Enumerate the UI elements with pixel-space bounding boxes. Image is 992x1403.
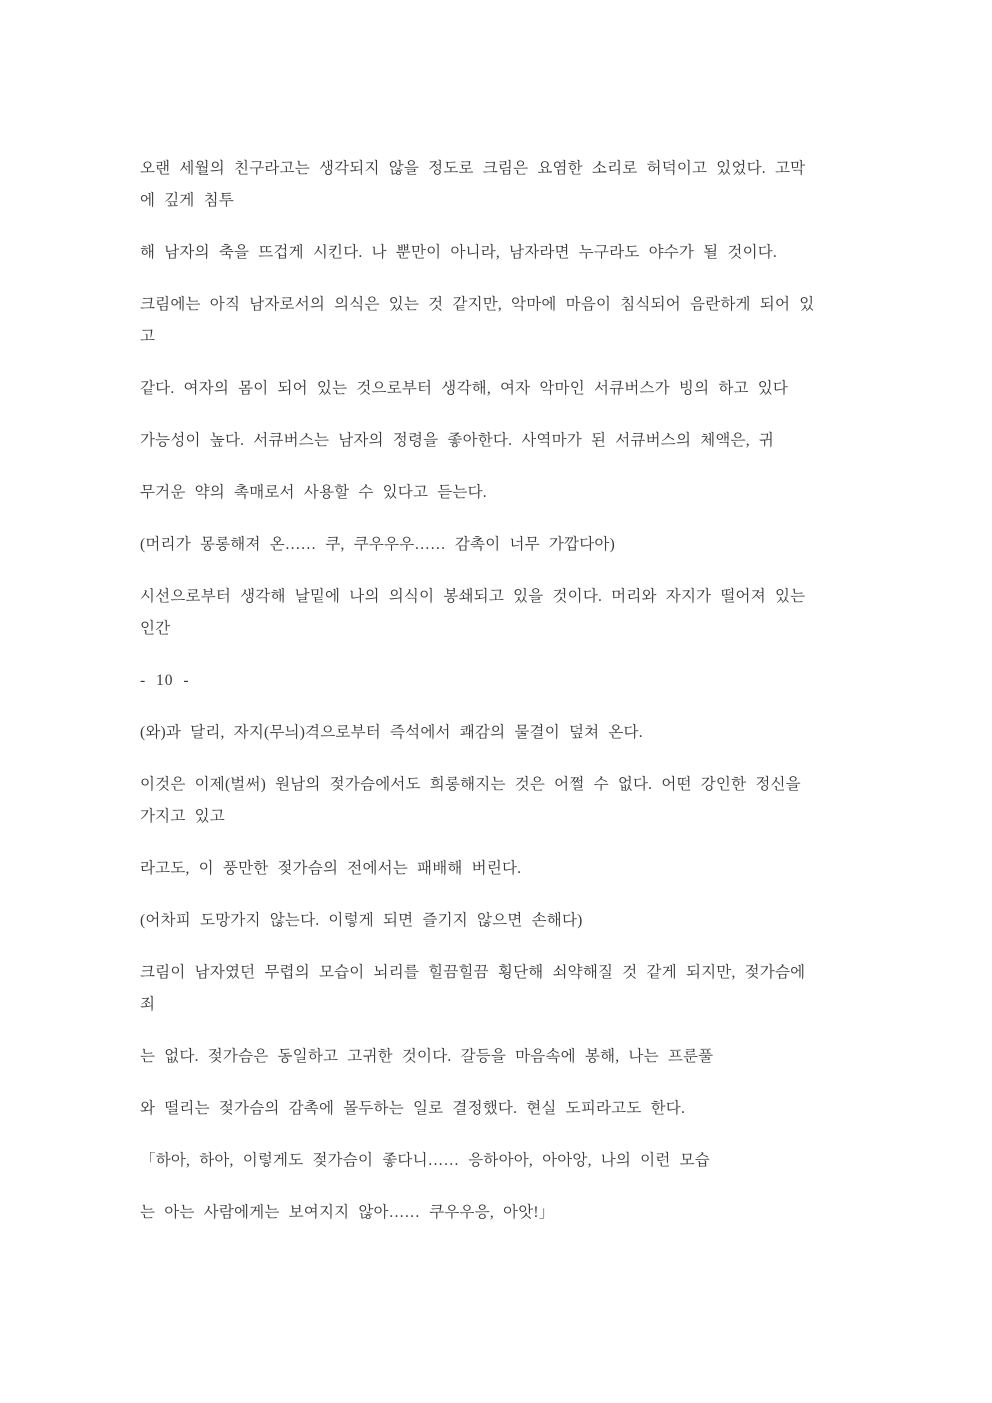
paragraph-line: (어차피 도망가지 않는다. 이렇게 되면 즐기지 않으면 손해다) (140, 912, 583, 929)
paragraph-line: (와)과 달리, 자지(무늬)격으로부터 즉석에서 쾌감의 물결이 덮쳐 온다. (140, 724, 643, 741)
paragraph-line: 크림이 남자였던 무렵의 모습이 뇌리를 힐끔힐끔 횡단해 쇠약해질 것 같게 되지만, 젖가슴에 (140, 964, 806, 981)
paragraph (140, 1093, 864, 1125)
paragraph-line: 에 깊게 침투 (140, 192, 235, 209)
paragraph (140, 853, 864, 885)
paragraph-line: 가지고 있고 (140, 808, 225, 825)
paragraph-line: 인간 (140, 620, 171, 637)
paragraph-line: 는 없다. 젖가슴은 동일하고 고귀한 것이다. 갈등을 마음속에 봉해, 나는 프룬풀 (140, 1048, 714, 1065)
paragraph-line: 죄 (140, 996, 156, 1013)
paragraph-line: 라고도, 이 풍만한 젖가슴의 전에서는 패배해 버린다. (140, 860, 522, 877)
paragraph-line: 는 아는 사람에게는 보여지지 않아…… 쿠우우응, 아앗!」 (140, 1204, 555, 1221)
paragraph (140, 1145, 864, 1177)
paragraph (140, 289, 864, 353)
paragraph (140, 1041, 864, 1073)
paragraph (140, 373, 864, 405)
paragraph-line: 이것은 이제(벌써) 원남의 젖가슴에서도 희롱해지는 것은 어쩔 수 없다. 어떤 강인한 정신을 (140, 776, 801, 793)
page-number (140, 665, 864, 697)
paragraph-line: 가능성이 높다. 서큐버스는 남자의 정령을 좋아한다. 사역마가 된 서큐버스의 체액은, 귀 (140, 432, 775, 449)
paragraph (140, 717, 864, 749)
paragraph-line: 무거운 약의 촉매로서 사용할 수 있다고 듣는다. (140, 484, 487, 501)
paragraph-line: 와 떨리는 젖가슴의 감촉에 몰두하는 일로 결정했다. 현실 도피라고도 한다. (140, 1100, 686, 1117)
paragraph-line: 크림에는 아직 남자로서의 의식은 있는 것 같지만, 악마에 마음이 침식되어 음란하게 되어 있 (140, 296, 815, 313)
paragraph (140, 529, 864, 561)
paragraph-line: 오랜 세월의 친구라고는 생각되지 않을 정도로 크림은 요염한 소리로 허덕이고 있었다. 고막 (140, 160, 806, 177)
paragraph (140, 581, 864, 645)
paragraph (140, 769, 864, 833)
paragraph-line: 같다. 여자의 몸이 되어 있는 것으로부터 생각해, 여자 악마인 서큐버스가 빙의 하고 있다 (140, 380, 789, 397)
paragraph (140, 905, 864, 937)
document-body (140, 153, 864, 1229)
paragraph-line: 고 (140, 328, 156, 345)
paragraph (140, 237, 864, 269)
paragraph (140, 425, 864, 457)
paragraph (140, 957, 864, 1021)
paragraph-line: 「하아, 하아, 이렇게도 젖가슴이 좋다니…… 응하아아, 아아앙, 나의 이런 모습 (140, 1152, 710, 1169)
paragraph (140, 153, 864, 217)
paragraph (140, 477, 864, 509)
paragraph (140, 1197, 864, 1229)
paragraph-line: 시선으로부터 생각해 날밑에 나의 의식이 봉쇄되고 있을 것이다. 머리와 자지가 떨어져 있는 (140, 588, 806, 605)
paragraph-line: 해 남자의 축을 뜨겁게 시킨다. 나 뿐만이 아니라, 남자라면 누구라도 야수가 될 것이다. (140, 244, 778, 261)
page-number-label: - 10 - (140, 672, 190, 689)
paragraph-line: (머리가 몽롱해져 온…… 쿠, 쿠우우우…… 감촉이 너무 가깝다아) (140, 536, 615, 553)
